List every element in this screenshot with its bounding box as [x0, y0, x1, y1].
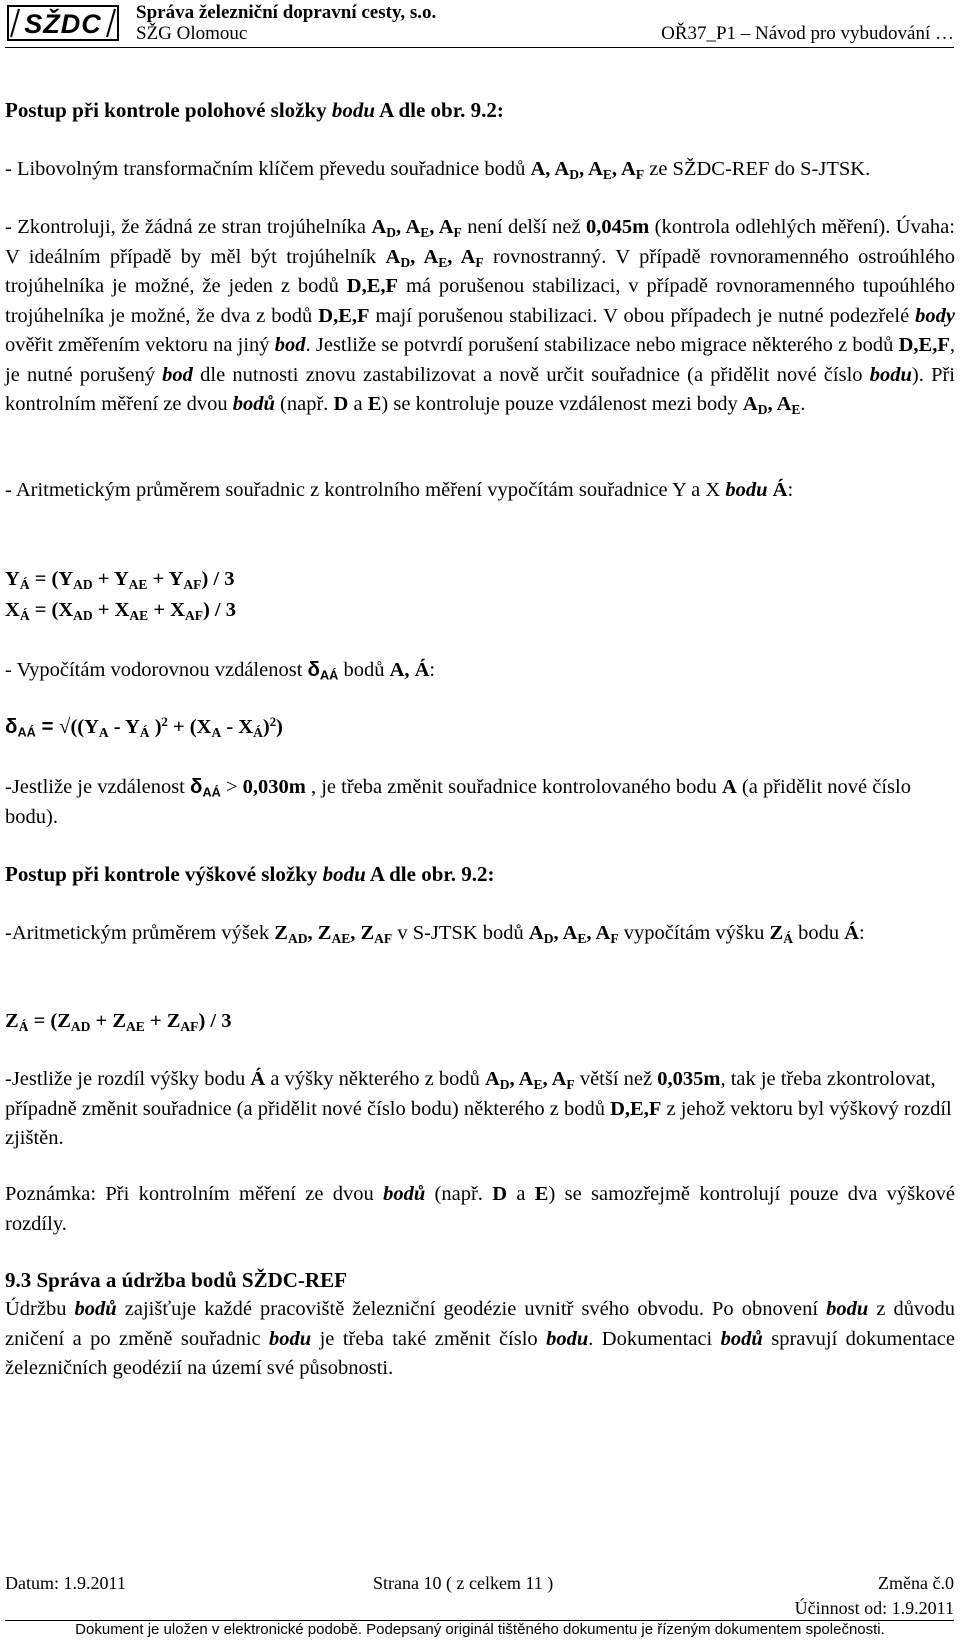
- paragraph-average-heights: -Aritmetickým průměrem výšek $Z_{AD}$, $Z_{AE}$, $Z_{AF}$ v S-JTSK bodů $A_D$, $A_E$, $A_F$ vypočítám výšku $Z_Á$ bodu Á:: [5, 922, 865, 946]
- footer-date: Datum: 1.9.2011: [5, 1573, 126, 1593]
- section-title-height-check: Postup při kontrole výškové složky bodu A dle obr. 9.2:: [5, 862, 495, 886]
- footer-change: Změna č.0: [878, 1573, 954, 1593]
- section-title-position-check: Postup při kontrole polohové složky bodu A dle obr. 9.2:: [5, 98, 504, 122]
- paragraph-note: Poznámka: Při kontrolním měření ze dvou bodů (např. D a E) se samozřejmě kontrolují pouze dva výškové rozdíly.: [5, 1183, 955, 1235]
- section-title-maintenance: 9.3 Správa a údržba bodů SŽDC-REF: [5, 1268, 347, 1292]
- header-divider: [5, 47, 954, 48]
- formula-x: $X_Á = (X_{AD} + X_{AE} + X_{AF}) / 3$: [5, 599, 237, 623]
- paragraph-transform: - Libovolným transformačním klíčem převedu souřadnice bodů A, $A_D$, $A_E$, $A_F$ ze SŽDC-REF do S-JTSK.: [5, 158, 871, 182]
- header-branch: SŽG Olomouc: [136, 23, 248, 44]
- paragraph-average-coordinates: - Aritmetickým průměrem souřadnic z kontrolního měření vypočítám souřadnice Y a X bodu Á:: [5, 479, 794, 501]
- footer-page-number: Strana 10 ( z celkem 11 ): [373, 1573, 554, 1593]
- footer-effective-date: Účinnost od: 1.9.2011: [794, 1598, 954, 1618]
- paragraph-triangle-check: - Zkontroluji, že žádná ze stran trojúhelníka $A_D$, $A_E$, $A_F$ není delší než 0,045m (kontrola odlehlých měření). Úvaha: V ideálním případě by měl být trojúhelník $A_D$, $A_E$, $A_F$ rovnostranný. V případě rovnoramenného ostroúhlého trojúhelníka je možné, že jeden z bodů D,E,F má porušenou stabilizaci, v případě rovnoramenného tupoúhlého trojúhelníka je možné, že dva z bodů D,E,F mají porušenou stabilizaci. V obou případech je nutné podezřelé body ověřit změřením vektoru na jiný bod. Jestliže se potvrdí porušení stabilizace nebo migrace některého z bodů D,E,F, je nutné porušený bod dle nutnosti znovu zastabilizovat a nově určit souřadnice (a přidělit nové číslo bodu). Při kontrolním měření ze dvou bodů (např. D a E) se kontroluje pouze vzdálenost mezi body $A_D$, $A_E$.: [5, 216, 956, 417]
- header-organization: Správa železniční dopravní cesty, s.o.: [136, 2, 437, 23]
- header-document-ref: OŘ37_P1 – Návod pro vybudování …: [661, 23, 954, 44]
- szdc-logo: [7, 3, 119, 43]
- paragraph-height-threshold: -Jestliže je rozdíl výšky bodu Á a výšky některého z bodů $A_D$, $A_E$, $A_F$ větší než 0,035m, tak je třeba zkontrolovat, případně změnit souřadnice (a přidělit nové číslo bodu) některého z bodů D,E,F z jehož vektoru byl výškový rozdíl zjištěn.: [5, 1068, 952, 1149]
- paragraph-distance-threshold: -Jestliže je vzdálenost δAÁ > 0,030m , je třeba změnit souřadnice kontrolovaného bodu A (a přidělit nové číslo bodu).: [5, 775, 911, 828]
- formula-y: $Y_Á = (Y_{AD} + Y_{AE} + Y_{AF}) / 3$: [5, 568, 235, 592]
- formula-z: $Z_Á = (Z_{AD} + Z_{AE} + Z_{AF}) / 3$: [5, 1010, 232, 1034]
- paragraph-horizontal-distance: - Vypočítám vodorovnou vzdálenost δAÁ bodů A, Á:: [5, 658, 436, 683]
- footer-document-note: Dokument je uložen v elektronické podobě. Podepsaný originál tištěného dokumentu je řízeným dokumentem společnosti.: [75, 1621, 885, 1638]
- formula-delta: δAÁ = $√((Y_A - Y_Á$ )$^2 + (X_A - X_Á)^2$): [5, 715, 283, 740]
- svg-text:SŽDC: SŽDC: [24, 9, 102, 39]
- paragraph-maintenance: Údržbu bodů zajišťuje každé pracoviště železniční geodézie uvnitř svého obvodu. Po obnovení bodu z důvodu zničení a po změně souřadnic bodu je třeba také změnit číslo bodu. Dokumentaci bodů spravují dokumentace železničních geodézií na území své působnosti.: [5, 1298, 955, 1379]
